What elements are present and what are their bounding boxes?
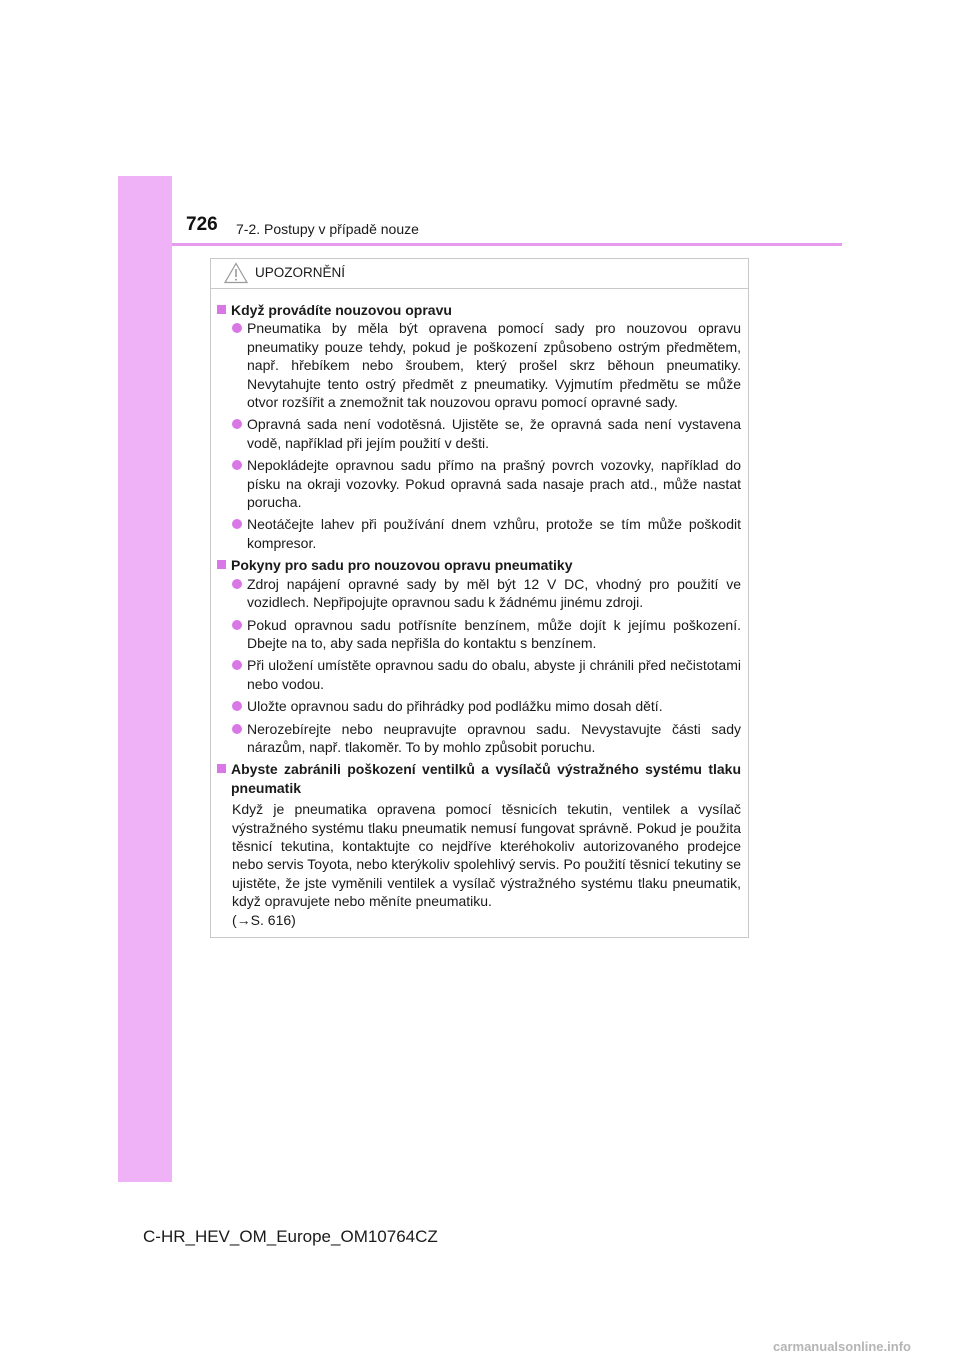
section-title: 7-2. Postupy v případě nouze — [236, 221, 419, 237]
warning-triangle-icon — [224, 262, 248, 284]
warning-header — [211, 259, 748, 289]
list-item — [232, 656, 741, 693]
round-bullet-icon — [232, 701, 242, 711]
section-heading-text: Když provádíte nouzovou opravu — [231, 302, 452, 318]
section-repair-kit-instructions — [217, 556, 741, 756]
list-item — [232, 720, 741, 757]
square-bullet-icon — [217, 764, 226, 773]
section-heading — [217, 556, 741, 574]
list-item-text: Opravná sada není vodotěsná. Ujistěte se, že opravná sada není vystavena vodě, například při jejím použití v dešti. — [247, 416, 741, 451]
square-bullet-icon — [217, 305, 226, 314]
watermark: carmanualsonline.info — [773, 1339, 911, 1354]
list-item-text: Nepokládejte opravnou sadu přímo na prašný povrch vozovky, například do písku na okraji vozovky. Pokud opravná sada nasaje prach atd., může nastat porucha. — [247, 457, 741, 511]
round-bullet-icon — [232, 724, 242, 734]
page-reference: (→S. 616) — [232, 911, 296, 928]
section-emergency-repair — [217, 301, 741, 552]
round-bullet-icon — [232, 323, 242, 333]
list-item-text: Zdroj napájení opravné sady by měl být 12 V DC, vhodný pro použití ve vozidlech. Nepřipojujte opravnou sadu k žádnému jinému zdroji. — [247, 575, 741, 611]
round-bullet-icon — [232, 460, 242, 470]
list-item — [232, 697, 741, 715]
chapter-side-tab — [118, 176, 172, 1182]
square-bullet-icon — [217, 560, 226, 569]
warning-body — [211, 289, 748, 929]
list-item — [232, 515, 741, 552]
warning-label: UPOZORNĚNÍ — [255, 265, 346, 280]
list-item-text: Při uložení umístěte opravnou sadu do obalu, abyste ji chránili před nečistotami nebo vodou. — [247, 657, 741, 692]
warning-box — [210, 258, 749, 938]
round-bullet-icon — [232, 660, 242, 670]
section-heading-text: Pokyny pro sadu pro nouzovou opravu pneumatiky — [231, 557, 573, 574]
section-heading — [217, 301, 741, 319]
page-number: 726 — [186, 214, 218, 235]
list-item — [232, 415, 741, 452]
list-item-text: Nerozebírejte nebo neupravujte opravnou sadu. Nevystavujte části sady nárazům, např. tlakoměr. To by mohlo způsobit poruchu. — [247, 720, 741, 755]
section-heading-text: Abyste zabránili poškození ventilků a vysílačů výstražného systému tlaku pneumatik — [231, 761, 741, 796]
list-item — [232, 575, 741, 612]
round-bullet-icon — [232, 620, 242, 630]
document-code: C-HR_HEV_OM_Europe_OM10764CZ — [143, 1227, 438, 1246]
round-bullet-icon — [232, 519, 242, 529]
round-bullet-icon — [232, 579, 242, 589]
list-item-text: Pokud opravnou sadu potřísníte benzínem, může dojít k jejímu poškození. Dbejte na to, aby sada nepřišla do kontaktu s benzínem. — [247, 616, 741, 651]
section-valve-protection — [217, 760, 741, 929]
list-item-text: Neotáčejte lahev při používání dnem vzhůru, protože se tím může poškodit kompresor. — [247, 516, 741, 551]
section-heading — [217, 760, 741, 797]
paragraph: Když je pneumatika opravena pomocí těsnicích tekutin, ventilek a vysílač výstražného systému tlaku pneumatik nemusí fungovat správně. Pokud je použita těsnicí tekutina, kontaktujte co nejdříve kteréhokoliv autorizovaného prodejce nebo servis Toyota, nebo kterýkoliv spolehlivý servis. Po použití těsnicí tekutiny se ujistěte, že jste vyměnili ventilek a vysílač výstražného systému tlaku pneumatik, když opravujete nebo měníte pneumatiku. — [232, 801, 741, 910]
list-item — [232, 616, 741, 653]
list-item-text: Pneumatika by měla být opravena pomocí sady pro nouzovou opravu pneumatiky pouze tehdy, pokud je poškození způsobeno ostrým předmětem, např. hřebíkem nebo šroubem, který prošel skrz běhoun pneumatiky. Nevytahujte tento ostrý předmět z pneumatiky. Vyjmutím předmětu se může otvor rozšířit a znemožnit tak nouzovou opravu pomocí opravné sady. — [247, 320, 741, 411]
list-item-text: Uložte opravnou sadu do přihrádky pod podlážku mimo dosah dětí. — [247, 698, 663, 715]
round-bullet-icon — [232, 419, 242, 429]
list-item — [232, 456, 741, 511]
list-item — [232, 319, 741, 411]
header-rule — [172, 243, 842, 246]
